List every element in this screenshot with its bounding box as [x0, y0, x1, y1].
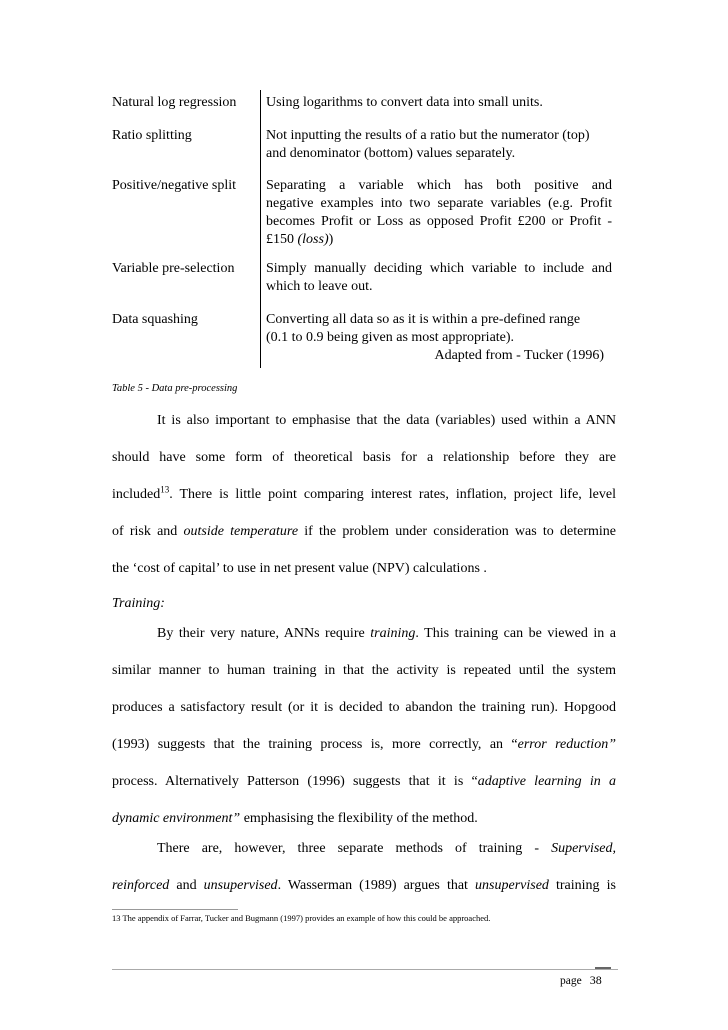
table-term: Data squashing	[112, 312, 198, 327]
paragraph: By their very nature, ANNs require training. This training can be viewed in a similar manner to human training in that the activity is repeated until the system produces a satisfactory result (or it is decided to abandon the training run). Hopgood (1993) suggests that the training process is, more correctly, an “error reduction” process. Alternatively Patterson (1996) suggests that it is “adaptive learning in a dynamic environment” emphasising the flexibility of the method.	[112, 626, 616, 826]
section-heading: Training:	[112, 596, 165, 611]
table-definition: Converting all data so as it is within a pre-defined range (0.1 to 0.9 being given as most appropriate). Adapted from - Tucker (1996)	[266, 311, 612, 365]
page-number-rule	[595, 967, 611, 969]
table-definition: Using logarithms to convert data into small units.	[266, 95, 543, 110]
table-term: Ratio splitting	[112, 128, 192, 143]
table-definition: Not inputting the results of a ratio but the numerator (top) and denominator (bottom) values separately.	[266, 128, 590, 161]
table-term: Variable pre-selection	[112, 261, 235, 276]
page-number: page 38	[560, 973, 602, 987]
paragraph: It is also important to emphasise that the data (variables) used within a ANN should have some form of theoretical basis for a relationship before they are included$^{13}$. There is little point comparing interest rates, inflation, project life, level of risk and outside temperature if the problem under consideration was to determine the ‘cost of capital’ to use in net present value (NPV) calculations .	[112, 413, 616, 576]
footnote-ref: 13	[160, 484, 170, 495]
table-definition: Simply manually deciding which variable to include and which to leave out.	[266, 261, 612, 294]
table-source: Adapted from - Tucker (1996)	[434, 348, 604, 363]
footer-divider	[112, 969, 618, 970]
table-caption: Table 5 - Data pre-processing	[112, 383, 238, 394]
table-term: Natural log regression	[112, 95, 237, 110]
footnote-divider	[112, 909, 238, 910]
table-definition: Separating a variable which has both positive and negative examples into two separate variables (e.g. Profit becomes Profit or Loss as opposed Profit £200 or Profit - £150 (loss))	[266, 178, 612, 247]
table-term: Positive/negative split	[112, 178, 237, 193]
footnote: 13 The appendix of Farrar, Tucker and Bugmann (1997) provides an example of how this could be approached.	[112, 913, 491, 923]
paragraph: There are, however, three separate methods of training - Supervised, reinforced and unsupervised. Wasserman (1989) argues that unsupervised training is	[112, 841, 616, 893]
